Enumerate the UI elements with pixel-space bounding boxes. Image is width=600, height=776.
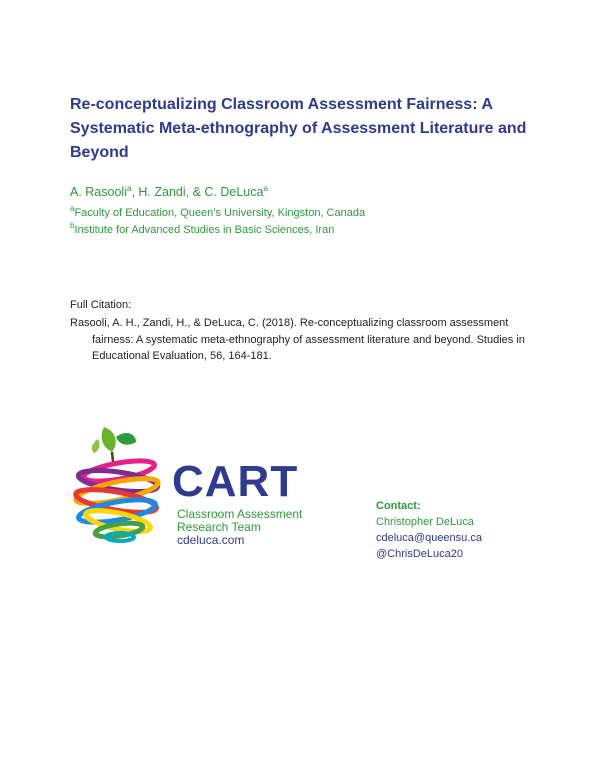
affiliation-b-sup: b [70, 221, 75, 230]
contact-handle: @ChrisDeLuca20 [376, 548, 463, 560]
author-separator: , [131, 185, 139, 199]
apple-logo-icon [72, 425, 164, 547]
cart-logo-text: CART [172, 457, 299, 506]
affiliation-a-text: Faculty of Education, Queen’s University, Kingston, Canada [74, 207, 366, 219]
cart-subtitle-line2: Research Team [177, 520, 261, 534]
paper-title: Re-conceptualizing Classroom Assessment Fairness: A Systematic Meta-ethnography of Assessment Literature and Beyond [70, 96, 527, 161]
affiliation-b-text: Institute for Advanced Studies in Basic Sciences, Iran [74, 224, 335, 236]
author-line [70, 184, 268, 199]
author-3: C. DeLuca [204, 185, 264, 199]
contact-label: Contact: [376, 500, 421, 512]
contact-email: cdeluca@queensu.ca [376, 532, 482, 544]
affiliation-a-sup: a [70, 204, 75, 213]
author-3-sup: a [263, 184, 268, 193]
affiliation-b [70, 221, 334, 236]
cart-website: cdeluca.com [177, 533, 245, 547]
author-1-sup: a [126, 184, 132, 193]
cart-subtitle-line1: Classroom Assessment [177, 507, 303, 521]
author-1: A. Rasooli [70, 185, 127, 199]
author-2: H. Zandi [138, 185, 186, 199]
citation-text: Rasooli, A. H., Zandi, H., & DeLuca, C. (2018). Re-conceptualizing classroom assessment fairness: A systematic meta-ethnography of assessment literature and beyond. Studies in Educational Evaluation, 56, 164-181. [70, 317, 525, 362]
author-separator: , & [185, 185, 205, 199]
contact-name: Christopher DeLuca [376, 516, 474, 528]
citation-label: Full Citation: [70, 299, 132, 311]
affiliation-a [70, 204, 365, 219]
